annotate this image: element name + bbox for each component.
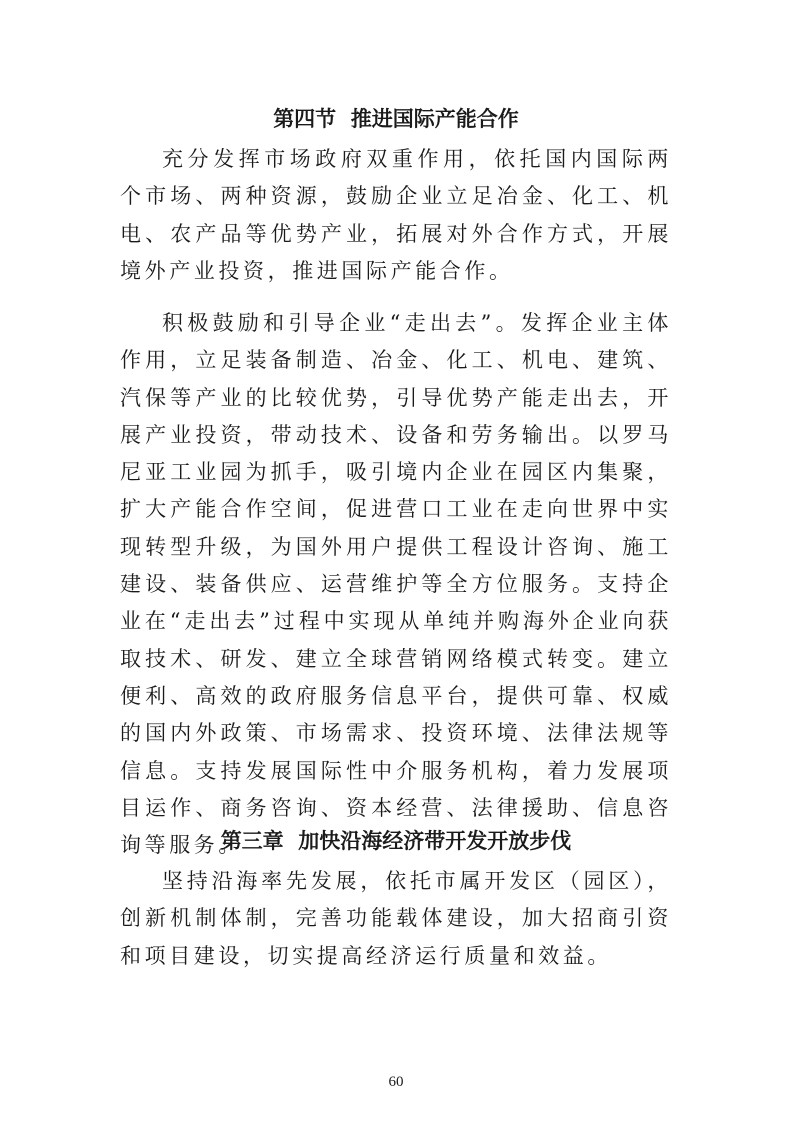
section-heading: 第四节 推进国际产能合作 bbox=[273, 107, 519, 131]
chapter-heading: 第三章 加快沿海经济带开发开放步伐 bbox=[220, 829, 572, 853]
paragraph-capacity-cooperation: 充分发挥市场政府双重作用，依托国内国际两个市场、两种资源，鼓励企业立足冶金、化工、机电、农产品等优势产业，拓展对外合作方式，开展境外产业投资，推进国际产能合作。 bbox=[120, 147, 672, 283]
document-page bbox=[120, 0, 672, 1122]
page-number: 60 bbox=[388, 1074, 404, 1090]
paragraph-coastal-development: 坚持沿海率先发展，依托市属开发区（园区），创新机制体制，完善功能载体建设，加大招商引资和项目建设，切实提高经济运行质量和效益。 bbox=[120, 869, 672, 968]
paragraph-going-global: 积极鼓励和引导企业“走出去”。发挥企业主体作用，立足装备制造、冶金、化工、机电、建筑、汽保等产业的比较优势，引导优势产能走出去，开展产业投资，带动技术、设备和劳务输出。以罗马尼亚工业园为抓手，吸引境内企业在园区内集聚，扩大产能合作空间，促进营口工业在走向世界中实现转型升级，为国外用户提供工程设计咨询、施工建设、装备供应、运营维护等全方位服务。支持企业在“走出去”过程中实现从单纯并购海外企业向获取技术、研发、建立全球营销网络模式转变。建立便利、高效的政府服务信息平台，提供可靠、权威的国内外政策、市场需求、投资环境、法律法规等信息。支持发展国际性中介服务机构，着力发展项目运作、商务咨询、资本经营、法律援助、信息咨询等服务。 bbox=[120, 311, 672, 858]
